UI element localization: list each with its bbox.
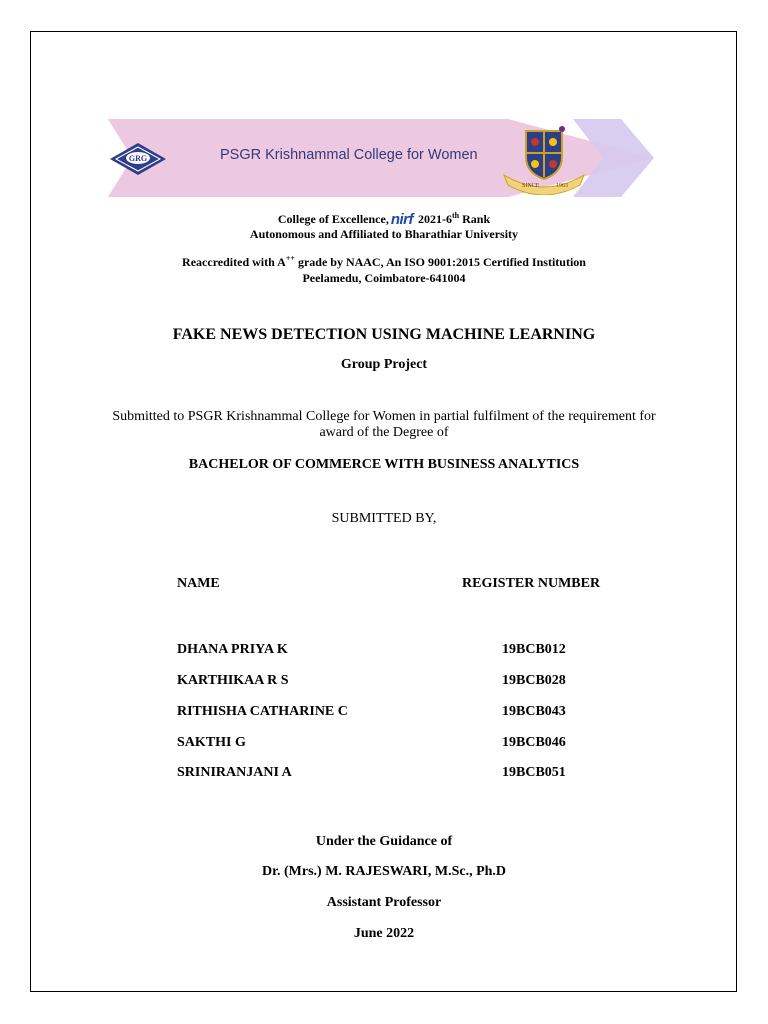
naac-line: Reaccredited with A++ grade by NAAC, An ISO 9001:2015 Certified Institution bbox=[182, 254, 586, 269]
college-name: PSGR Krishnammal College for Women bbox=[220, 147, 478, 163]
college-banner bbox=[108, 119, 654, 197]
address-line: Peelamedu, Coimbatore-641004 bbox=[302, 271, 466, 285]
student-register-number: 19BCB028 bbox=[502, 673, 566, 688]
student-name: DHANA PRIYA K bbox=[177, 642, 288, 657]
student-register-number: 19BCB012 bbox=[502, 642, 566, 657]
project-subtitle: Group Project bbox=[340, 357, 428, 372]
student-register-number: 19BCB051 bbox=[502, 765, 566, 780]
student-register-number: 19BCB043 bbox=[502, 704, 566, 719]
student-register-number: 19BCB046 bbox=[502, 735, 566, 750]
guidance-label: Under the Guidance of bbox=[315, 834, 453, 849]
submission-line-2: award of the Degree of bbox=[319, 425, 449, 440]
submitted-by-label: SUBMITTED BY, bbox=[331, 511, 437, 526]
college-crest-icon bbox=[498, 123, 590, 195]
affiliation-line: Autonomous and Affiliated to Bharathiar University bbox=[249, 227, 519, 241]
guide-designation: Assistant Professor bbox=[326, 895, 442, 910]
student-name: KARTHIKAA R S bbox=[177, 673, 289, 688]
rank-year: 2021-6 bbox=[418, 212, 452, 226]
project-title: FAKE NEWS DETECTION USING MACHINE LEARNING bbox=[172, 326, 596, 343]
student-name: SRINIRANJANI A bbox=[177, 765, 292, 780]
degree-name: BACHELOR OF COMMERCE WITH BUSINESS ANALYTICS bbox=[188, 457, 580, 472]
grg-logo-text: GRG bbox=[128, 154, 148, 163]
student-name: RITHISHA CATHARINE C bbox=[177, 704, 348, 719]
guide-name: Dr. (Mrs.) M. RAJESWARI, M.Sc., Ph.D bbox=[261, 864, 507, 879]
rank-sup: th bbox=[452, 211, 460, 220]
submission-date: June 2022 bbox=[353, 926, 415, 941]
nirf-logo-icon: nirf bbox=[390, 211, 413, 228]
name-column-header: NAME bbox=[177, 576, 220, 591]
crest-band-left: SINCE bbox=[522, 183, 540, 189]
student-name: SAKTHI G bbox=[177, 735, 246, 750]
grg-logo-icon bbox=[108, 139, 168, 179]
excellence-text: College of Excellence, bbox=[277, 212, 389, 226]
rank-text: Rank bbox=[459, 212, 491, 226]
register-column-header: REGISTER NUMBER bbox=[462, 576, 601, 591]
crest-band-right: 1963 bbox=[556, 183, 568, 189]
submission-line-1: Submitted to PSGR Krishnammal College for Women in partial fulfilment of the requirement for bbox=[112, 409, 656, 424]
accreditation-line-1 bbox=[0, 211, 768, 228]
